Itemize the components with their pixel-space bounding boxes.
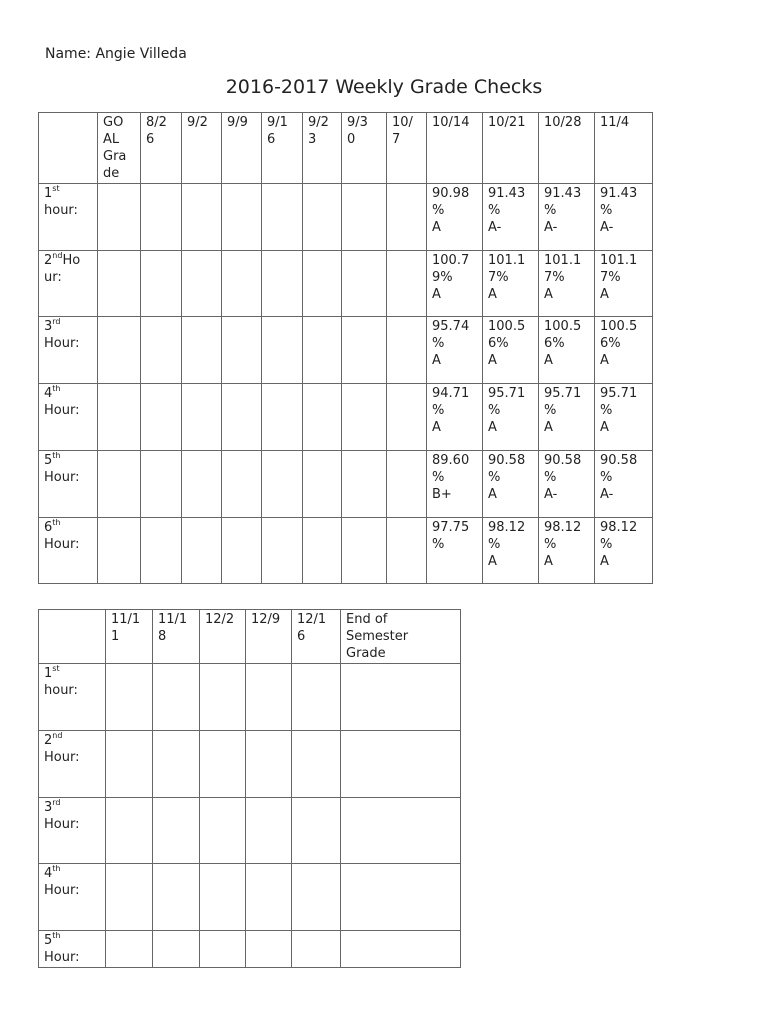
cell-line: A	[488, 487, 497, 502]
table-row	[39, 451, 653, 518]
grade-cell	[141, 384, 182, 451]
grade-cell	[106, 864, 153, 931]
hour-number: 2	[44, 253, 53, 268]
cell-line: 95.71	[488, 386, 526, 401]
cell-line: 100.5	[488, 319, 526, 334]
cell-line: %	[488, 403, 501, 418]
cell-line: A	[488, 420, 497, 435]
grade-cell	[303, 451, 342, 518]
grade-cell	[342, 251, 387, 317]
grade-cell	[341, 931, 461, 968]
cell-line: %	[600, 537, 613, 552]
grade-cell	[106, 664, 153, 731]
grade-cell	[98, 384, 141, 451]
cell-line: 94.71	[432, 386, 470, 401]
ordinal-suffix: th	[52, 384, 61, 393]
grade-cell	[595, 317, 653, 384]
row-label	[39, 864, 106, 931]
cell-line: 9/1	[267, 115, 288, 130]
grade-cell	[262, 451, 303, 518]
row-label	[39, 384, 98, 451]
grade-cell	[387, 451, 427, 518]
row-label	[39, 317, 98, 384]
grade-cell	[222, 518, 262, 584]
cell-line: 10/21	[488, 115, 526, 130]
grade-cell	[483, 251, 539, 317]
hour-number: 4	[44, 866, 53, 881]
cell-line: 95.71	[600, 386, 638, 401]
cell-line: GO	[103, 115, 124, 130]
cell-line: 98.12	[544, 520, 582, 535]
grade-cell	[342, 184, 387, 251]
cell-line: %	[544, 403, 557, 418]
cell-line: 9/2	[308, 115, 329, 130]
cell-line: 98.12	[488, 520, 526, 535]
grade-cell	[141, 451, 182, 518]
grade-cell	[200, 864, 246, 931]
cell-line: A	[432, 353, 441, 368]
header-row	[39, 610, 461, 664]
hour-number: 1	[44, 666, 53, 681]
hour-word: Hour:	[44, 950, 80, 965]
cell-line: A	[600, 420, 609, 435]
grade-cell	[292, 664, 341, 731]
hour-word: Hour:	[44, 403, 80, 418]
header-row	[39, 113, 653, 184]
grade-cell	[153, 798, 200, 864]
grade-cell	[595, 384, 653, 451]
hour-word: Hour:	[44, 336, 80, 351]
cell-line: %	[432, 537, 445, 552]
cell-line: 97.75	[432, 520, 470, 535]
grade-cell	[427, 384, 483, 451]
student-name: Name: Angie Villeda	[45, 46, 187, 62]
cell-line: 11/1	[158, 612, 188, 627]
hour-word: Hour:	[44, 470, 80, 485]
cell-line: Grade	[346, 646, 386, 661]
row-label	[39, 251, 98, 317]
cell-line: 90.98	[432, 186, 470, 201]
grade-cell	[200, 798, 246, 864]
cell-line: A-	[544, 220, 558, 235]
column-header	[292, 610, 341, 664]
grade-cell	[342, 317, 387, 384]
column-header	[341, 610, 461, 664]
page-title: 2016-2017 Weekly Grade Checks	[225, 76, 543, 98]
table-row	[39, 731, 461, 798]
ordinal-suffix: nd	[52, 731, 63, 740]
grade-cell	[292, 798, 341, 864]
table-row	[39, 518, 653, 584]
cell-line: %	[600, 203, 613, 218]
grade-cell	[595, 184, 653, 251]
table-row	[39, 798, 461, 864]
ordinal-suffix: nd	[52, 251, 63, 260]
grade-cell	[246, 731, 292, 798]
grade-cell	[98, 184, 141, 251]
cell-line: A	[488, 554, 497, 569]
grade-cell	[387, 317, 427, 384]
cell-line: 10/14	[432, 115, 470, 130]
grade-cell	[483, 384, 539, 451]
column-header	[246, 610, 292, 664]
grade-cell	[182, 251, 222, 317]
cell-line: 3	[308, 132, 317, 147]
cell-line: %	[488, 537, 501, 552]
grade-cell	[341, 664, 461, 731]
hour-word: Hour:	[44, 883, 80, 898]
column-header	[595, 113, 653, 184]
grade-table-fall-2	[38, 609, 461, 968]
table-row	[39, 317, 653, 384]
cell-line: B+	[432, 487, 452, 502]
grade-cell	[153, 931, 200, 968]
cell-line: %	[432, 470, 445, 485]
table-row	[39, 184, 653, 251]
grade-cell	[106, 931, 153, 968]
hour-word: hour:	[44, 203, 78, 218]
grade-cell	[341, 731, 461, 798]
cell-line: 10/	[392, 115, 413, 130]
cell-line: 6	[267, 132, 276, 147]
grade-cell	[483, 317, 539, 384]
cell-line: %	[432, 203, 445, 218]
grade-cell	[483, 518, 539, 584]
cell-line: A	[544, 554, 553, 569]
hour-number: 3	[44, 319, 53, 334]
cell-line: %	[432, 403, 445, 418]
cell-line: 91.43	[544, 186, 582, 201]
grade-cell	[427, 184, 483, 251]
grade-cell	[303, 384, 342, 451]
cell-line: 8	[158, 629, 167, 644]
ordinal-suffix: rd	[52, 317, 61, 326]
cell-line: %	[488, 203, 501, 218]
column-header	[106, 610, 153, 664]
cell-line: A	[600, 554, 609, 569]
cell-line: A	[544, 353, 553, 368]
grade-cell	[342, 451, 387, 518]
grade-cell	[222, 184, 262, 251]
grade-cell	[222, 317, 262, 384]
row-label	[39, 731, 106, 798]
grade-cell	[341, 798, 461, 864]
ordinal-suffix: th	[52, 864, 61, 873]
grade-cell	[483, 184, 539, 251]
hour-number: 1	[44, 186, 53, 201]
grade-cell	[182, 384, 222, 451]
grade-cell	[342, 518, 387, 584]
cell-line: 1	[111, 629, 120, 644]
column-header	[200, 610, 246, 664]
column-header	[262, 113, 303, 184]
cell-line: A	[432, 287, 441, 302]
grade-cell	[262, 317, 303, 384]
grade-cell	[141, 518, 182, 584]
hour-number: 5	[44, 453, 53, 468]
ordinal-suffix: th	[52, 518, 61, 527]
ordinal-suffix: st	[52, 184, 60, 193]
table-row	[39, 384, 653, 451]
cell-line: 7%	[600, 270, 621, 285]
cell-line: 10/28	[544, 115, 582, 130]
cell-line: 6	[297, 629, 306, 644]
grade-cell	[262, 384, 303, 451]
grade-cell	[303, 518, 342, 584]
cell-line: A	[488, 287, 497, 302]
grade-cell	[483, 451, 539, 518]
row-label	[39, 184, 98, 251]
cell-line: 90.58	[544, 453, 582, 468]
cell-line: 9/3	[347, 115, 368, 130]
column-header	[141, 113, 182, 184]
column-header	[303, 113, 342, 184]
grade-cell	[182, 184, 222, 251]
grade-cell	[200, 664, 246, 731]
cell-line: 12/2	[205, 612, 235, 627]
grade-cell	[595, 451, 653, 518]
cell-line: 6	[146, 132, 155, 147]
cell-line: 8/2	[146, 115, 167, 130]
cell-line: de	[103, 166, 120, 181]
table-row	[39, 251, 653, 317]
hour-word: Hour:	[44, 537, 80, 552]
hour-number: 4	[44, 386, 53, 401]
grade-cell	[200, 931, 246, 968]
grade-table-fall-1	[38, 112, 653, 584]
cell-line: Semester	[346, 629, 409, 644]
cell-line: A-	[544, 487, 558, 502]
cell-line: %	[600, 403, 613, 418]
cell-line: 11/1	[111, 612, 141, 627]
column-header	[222, 113, 262, 184]
cell-line: %	[544, 537, 557, 552]
row-label	[39, 931, 106, 968]
cell-line: 7%	[544, 270, 565, 285]
grade-cell	[539, 184, 595, 251]
column-header	[98, 113, 141, 184]
hour-number: 2	[44, 733, 53, 748]
row-label	[39, 798, 106, 864]
hour-number: 6	[44, 520, 53, 535]
cell-line: 12/9	[251, 612, 281, 627]
hour-number: 3	[44, 800, 53, 815]
cell-line: 6%	[488, 336, 509, 351]
cell-line: 100.7	[432, 253, 470, 268]
grade-cell	[246, 931, 292, 968]
grade-cell	[262, 184, 303, 251]
grade-cell	[262, 518, 303, 584]
grade-cell	[153, 864, 200, 931]
cell-line: %	[544, 470, 557, 485]
cell-line: A	[544, 287, 553, 302]
grade-cell	[341, 864, 461, 931]
hour-word: hour:	[44, 683, 78, 698]
grade-cell	[141, 317, 182, 384]
cell-line: 95.74	[432, 319, 470, 334]
grade-cell	[427, 251, 483, 317]
column-header	[483, 113, 539, 184]
grade-cell	[387, 518, 427, 584]
grade-cell	[387, 384, 427, 451]
row-label	[39, 518, 98, 584]
cell-line: 91.43	[600, 186, 638, 201]
grade-cell	[387, 251, 427, 317]
grade-cell	[595, 518, 653, 584]
cell-line: 11/4	[600, 115, 630, 130]
row-label	[39, 664, 106, 731]
cell-line: 9%	[432, 270, 453, 285]
grade-cell	[303, 184, 342, 251]
column-header	[182, 113, 222, 184]
cell-line: 95.71	[544, 386, 582, 401]
grade-cell	[98, 518, 141, 584]
grade-cell	[427, 518, 483, 584]
column-header	[39, 113, 98, 184]
grade-cell	[262, 251, 303, 317]
grade-cell	[292, 731, 341, 798]
grade-cell	[246, 864, 292, 931]
ordinal-suffix: rd	[52, 798, 61, 807]
cell-line: %	[600, 470, 613, 485]
cell-line: 9/2	[187, 115, 208, 130]
cell-line: A	[432, 420, 441, 435]
cell-line: 100.5	[544, 319, 582, 334]
column-header	[387, 113, 427, 184]
cell-line: 91.43	[488, 186, 526, 201]
cell-line: %	[488, 470, 501, 485]
cell-line: A	[432, 220, 441, 235]
cell-line: 90.58	[488, 453, 526, 468]
cell-line: A-	[600, 487, 614, 502]
ordinal-suffix: th	[52, 931, 61, 940]
grade-cell	[98, 451, 141, 518]
grade-cell	[98, 317, 141, 384]
cell-line: 6%	[600, 336, 621, 351]
grade-cell	[342, 384, 387, 451]
grade-cell	[427, 317, 483, 384]
table-row	[39, 931, 461, 968]
cell-line: 89.60	[432, 453, 470, 468]
hour-word: Hour:	[44, 750, 80, 765]
cell-line: 100.5	[600, 319, 638, 334]
cell-line: 101.1	[544, 253, 582, 268]
cell-line: 6%	[544, 336, 565, 351]
table-row	[39, 864, 461, 931]
grade-cell	[387, 184, 427, 251]
grade-cell	[182, 518, 222, 584]
grade-cell	[292, 864, 341, 931]
grade-cell	[303, 317, 342, 384]
column-header	[39, 610, 106, 664]
column-header	[539, 113, 595, 184]
cell-line: End of	[346, 612, 388, 627]
column-header	[153, 610, 200, 664]
grade-cell	[141, 251, 182, 317]
column-header	[427, 113, 483, 184]
column-header	[342, 113, 387, 184]
ordinal-suffix: th	[52, 451, 61, 460]
grade-cell	[539, 451, 595, 518]
cell-line: 101.1	[488, 253, 526, 268]
cell-line: A-	[600, 220, 614, 235]
cell-line: %	[432, 336, 445, 351]
cell-line: A	[488, 353, 497, 368]
cell-line: 7	[392, 132, 401, 147]
cell-line: 9/9	[227, 115, 248, 130]
cell-line: 101.1	[600, 253, 638, 268]
grade-cell	[222, 251, 262, 317]
grade-cell	[141, 184, 182, 251]
cell-line: 0	[347, 132, 356, 147]
cell-line: 12/1	[297, 612, 327, 627]
grade-cell	[246, 798, 292, 864]
grade-cell	[153, 664, 200, 731]
cell-line: A	[544, 420, 553, 435]
hour-word: Hour:	[44, 817, 80, 832]
grade-cell	[222, 451, 262, 518]
hour-number: 5	[44, 933, 53, 948]
cell-line: A-	[488, 220, 502, 235]
row-label	[39, 451, 98, 518]
grade-cell	[539, 384, 595, 451]
cell-line: %	[544, 203, 557, 218]
grade-cell	[106, 731, 153, 798]
grade-cell	[200, 731, 246, 798]
grade-cell	[539, 251, 595, 317]
table-row	[39, 664, 461, 731]
ordinal-suffix: st	[52, 664, 60, 673]
grade-cell	[153, 731, 200, 798]
grade-cell	[303, 251, 342, 317]
cell-line: A	[600, 353, 609, 368]
grade-cell	[292, 931, 341, 968]
grade-cell	[106, 798, 153, 864]
cell-line: A	[600, 287, 609, 302]
cell-line: 90.58	[600, 453, 638, 468]
grade-cell	[539, 317, 595, 384]
cell-line: 7%	[488, 270, 509, 285]
hour-word: Ho ur:	[44, 253, 81, 285]
grade-cell	[182, 317, 222, 384]
grade-cell	[222, 384, 262, 451]
grade-cell	[246, 664, 292, 731]
grade-cell	[595, 251, 653, 317]
cell-line: AL	[103, 132, 120, 147]
grade-cell	[539, 518, 595, 584]
grade-cell	[427, 451, 483, 518]
grade-cell	[182, 451, 222, 518]
cell-line: 98.12	[600, 520, 638, 535]
grade-cell	[98, 251, 141, 317]
cell-line: Gra	[103, 149, 127, 164]
